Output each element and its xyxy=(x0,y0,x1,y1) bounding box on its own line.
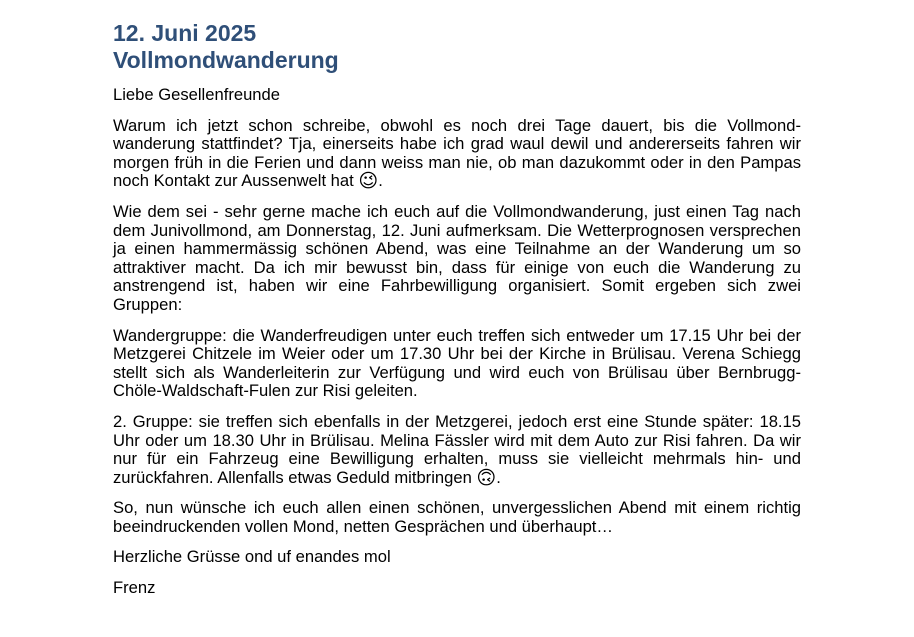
paragraph-second-group-end: . xyxy=(496,467,501,487)
paragraph-intro-text: Warum ich jetzt schon schreibe, obwohl es noch drei Tage dauert, bis die Vollmondwanderung stattfindet? Tja, einerseits habe ich grad waul dewil und andererseits fahren wir morgen früh in die Ferien und dann weiss man nie, ob man dazukommt oder in den Pampas noch Kontakt zur Aussenwelt hat xyxy=(113,115,801,191)
closing: Herzliche Grüsse ond uf enandes mol xyxy=(113,547,391,567)
paragraph-intro-end: . xyxy=(378,171,383,191)
paragraph-intro xyxy=(113,117,801,191)
paragraph-second-group xyxy=(113,413,801,487)
paragraph-announcement: Wie dem sei - sehr gerne mache ich euch auf die Vollmondwanderung, just einen Tag nach dem Junivollmond, am Donnerstag, 12. Juni aufmerksam. Die Wetterprognosen versprechen ja einen hammermässig schönen Abend, was eine Teilnahme an der Wanderung um so attraktiver macht. Da ich mir bewusst bin, dass für einige von euch die Wanderung zu anstrengend ist, haben wir eine Fahrbewilligung organisiert. Somit ergeben sich zwei Gruppen: xyxy=(113,201,801,314)
paragraph-wishes: So, nun wünsche ich euch allen einen schönen, unvergesslichen Abend mit einem richtig beeindruckenden vollen Mond, netten Gesprächen und überhaupt… xyxy=(113,498,801,536)
letter-header xyxy=(113,20,801,74)
upside-down-face-icon: 🙃 xyxy=(476,466,497,489)
salutation: Liebe Gesellenfreunde xyxy=(113,85,280,104)
letter-content xyxy=(113,20,801,610)
signature: Frenz xyxy=(113,578,156,598)
letter-title: Vollmondwanderung xyxy=(113,47,339,73)
winking-face-icon: 😉 xyxy=(358,170,379,193)
paragraph-second-group-text: 2. Gruppe: sie treffen sich ebenfalls in der Metzgerei, jedoch erst eine Stunde später: 18.15 Uhr oder um 18.30 Uhr in Brülisau. Melina Fässler wird mit dem Auto zur Risi fahren. Da wir nur für ein Fahrzeug eine Bewilligung erhalten, muss sie vielleicht mehrmals hin- und zurückfahren. Allenfalls etwas Geduld mitbringen xyxy=(113,411,801,487)
letter-date: 12. Juni 2025 xyxy=(113,20,257,46)
paragraph-hiking-group: Wandergruppe: die Wanderfreudigen unter euch treffen sich entweder um 17.15 Uhr bei der Metzgerei Chitzele im Weier oder um 17.30 Uhr bei der Kirche in Brülisau. Verena Schiegg stellt sich als Wanderleiterin zur Verfügung und wird euch von Brülisau über Bernbrugg-Chöle-Waldschaft-Fulen zur Risi geleiten. xyxy=(113,325,801,401)
